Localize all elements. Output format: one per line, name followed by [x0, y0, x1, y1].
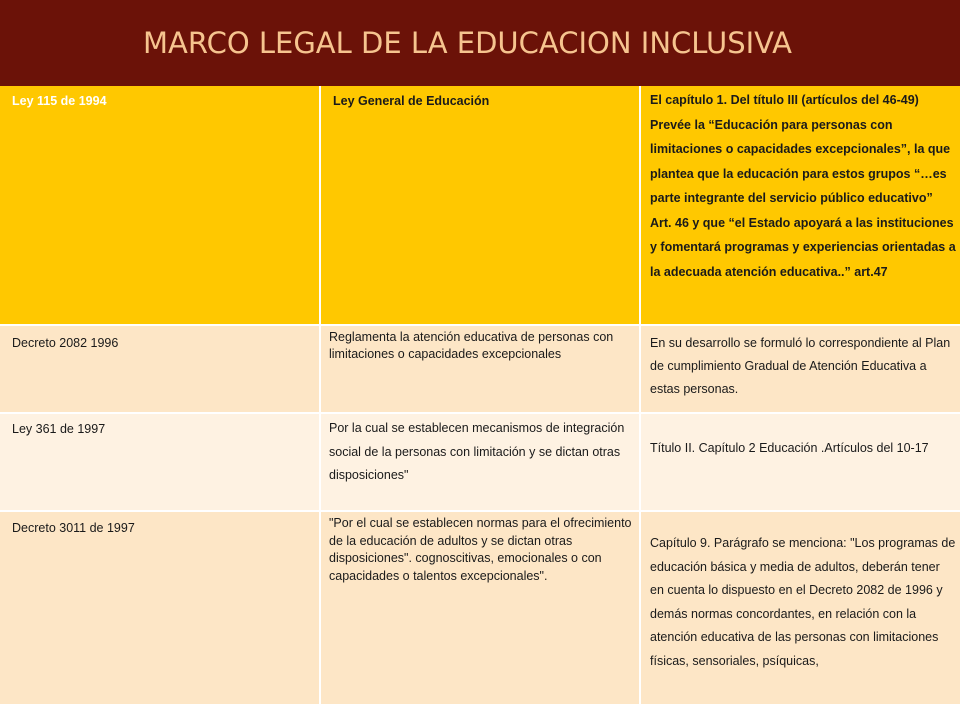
description-cell: [320, 325, 640, 413]
detail-cell: [640, 511, 960, 705]
norm-cell: [0, 511, 320, 705]
detail-text: En su desarrollo se formuló lo correspondiente al Plan de cumplimiento Gradual de Atención Educativa a estas personas.: [650, 336, 951, 396]
norm-cell: [0, 325, 320, 413]
detail-text: Capítulo 9. Parágrafo se menciona: "Los programas de educación básica y media de adultos, deberán tener en cuenta lo dispuesto en el Decreto 2082 de 1996 y demás normas concordantes, en relación con la atención educativa de las personas con limitaciones físicas, sensoriales, psíquicas,: [650, 536, 956, 668]
detail-text: Título II. Capítulo 2 Educación .Artículos del 10-17: [650, 441, 929, 455]
description-text: "Por el cual se establecen normas para el ofrecimiento de la educación de adultos y se dictan otras disposiciones". cognoscitivas, emocionales o con capacidades o talentos excepcionales".: [329, 516, 632, 583]
table-row: [0, 511, 960, 705]
detail-cell: [640, 86, 960, 325]
norm-cell: [0, 413, 320, 511]
norm-cell: [0, 86, 320, 325]
table-row: [0, 86, 960, 325]
detail-text: El capítulo 1. Del título III (artículos del 46-49) Prevée la “Educación para personas con limitaciones o capacidades excepcionales”, la que plantea que la educación para estos grupos “…es parte integrante del servicio público educativo” Art. 46 y que “el Estado apoyará a las instituciones y fomentará programas y experiencias orientadas a la adecuada atención educativa..” art.47: [650, 93, 956, 279]
description-cell: [320, 511, 640, 705]
norm-text: Decreto 3011 de 1997: [12, 521, 135, 535]
slide-header: [0, 0, 960, 86]
norm-text: Ley 361 de 1997: [12, 422, 106, 436]
slide-title: MARCO LEGAL DE LA EDUCACION INCLUSIVA: [143, 26, 792, 60]
description-text: Reglamenta la atención educativa de personas con limitaciones o capacidades excepcionales: [329, 330, 614, 361]
description-cell: [320, 86, 640, 325]
table-row: [0, 325, 960, 413]
norm-text: Decreto 2082 1996: [12, 336, 119, 350]
legal-framework-table: [0, 86, 960, 706]
detail-cell: [640, 325, 960, 413]
detail-cell: [640, 413, 960, 511]
description-text: Por la cual se establecen mecanismos de integración social de la personas con limitación y se dictan otras disposiciones": [329, 421, 625, 482]
norm-text: Ley 115 de 1994: [12, 94, 107, 108]
description-cell: [320, 413, 640, 511]
table-row: [0, 413, 960, 511]
description-text: Ley General de Educación: [333, 94, 490, 108]
